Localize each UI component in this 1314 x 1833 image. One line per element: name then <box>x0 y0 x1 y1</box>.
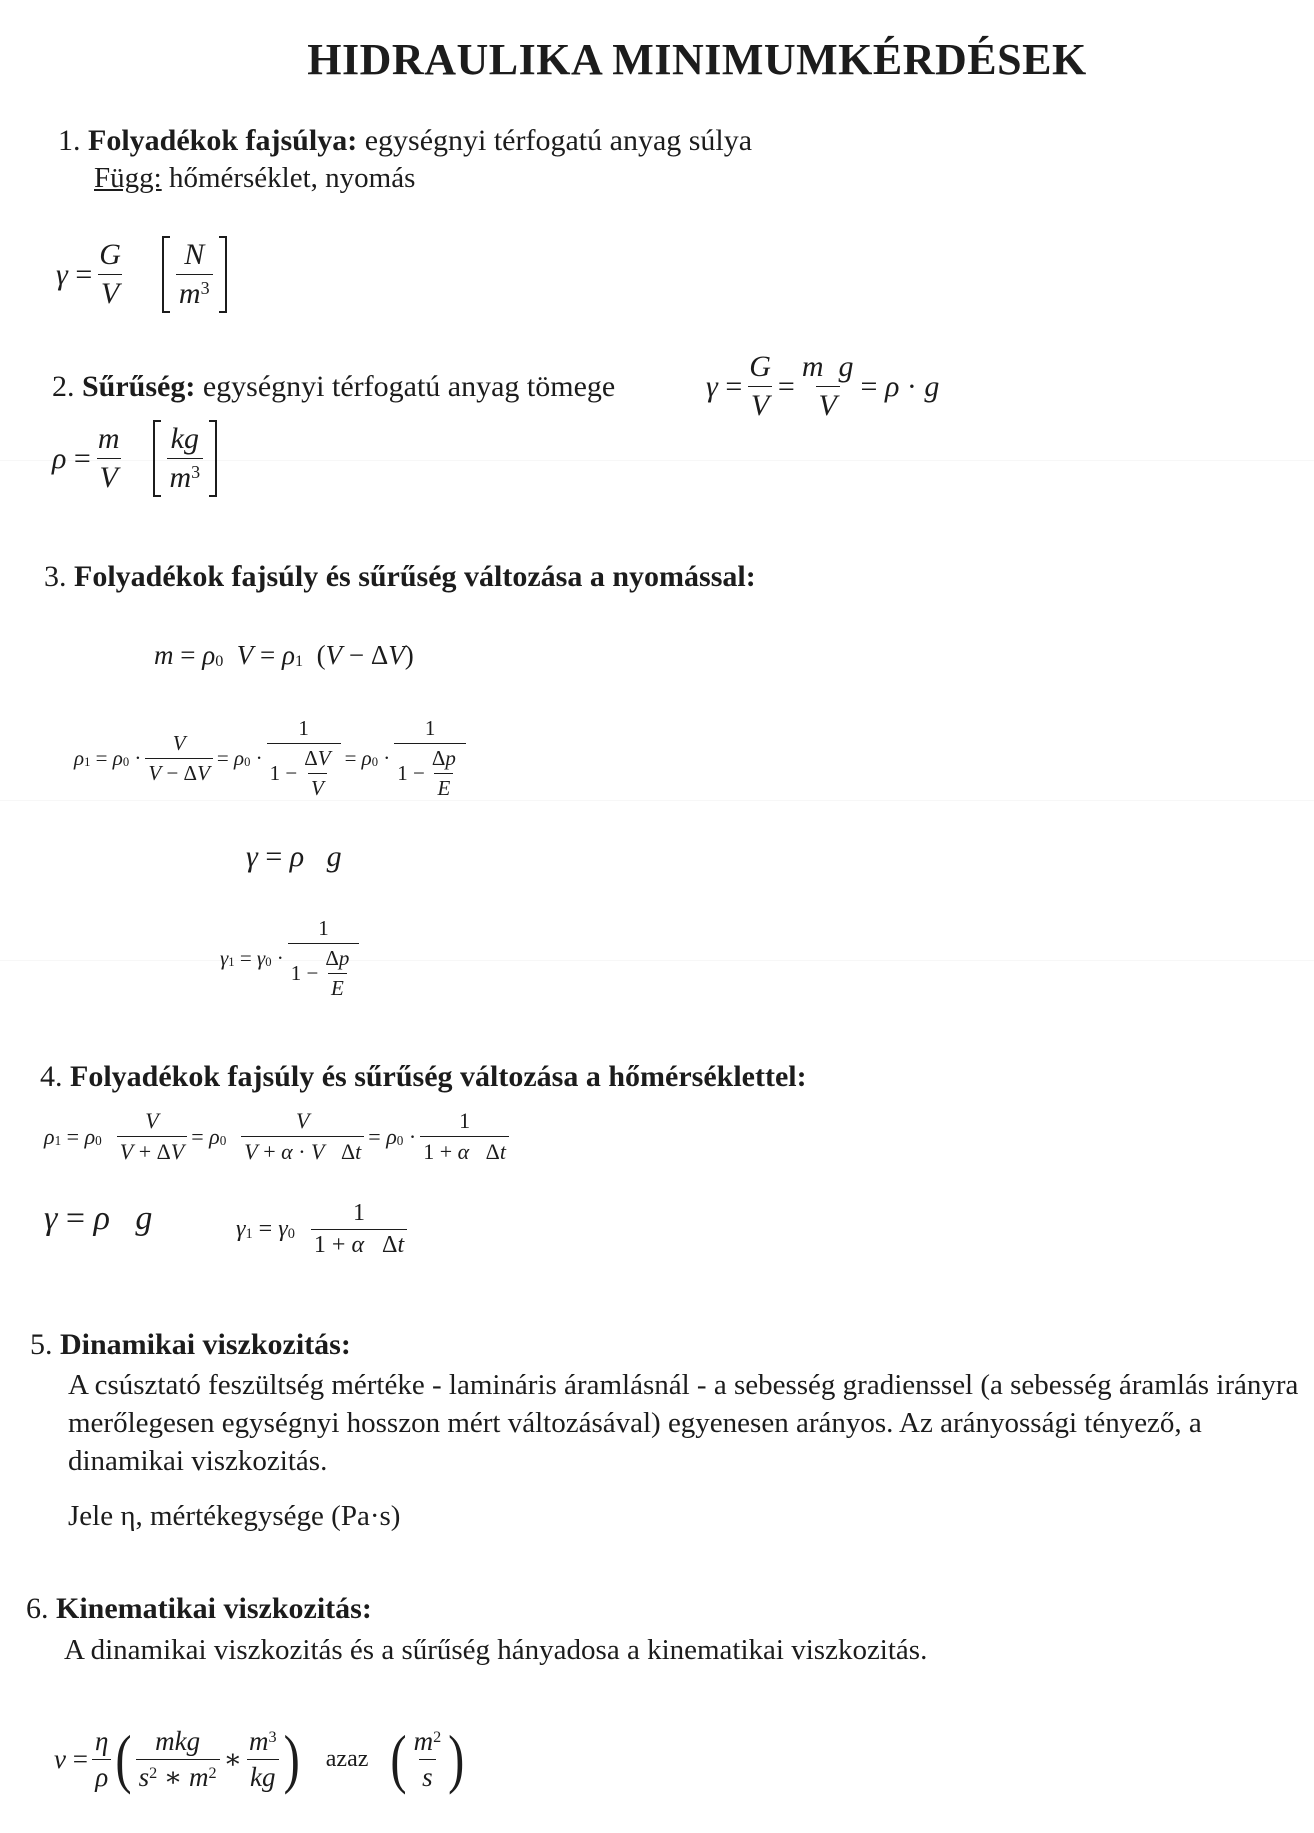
formula-gamma-temperature-1: γ = ρ g <box>44 1200 153 1237</box>
section-description: egységnyi térfogatú anyag súlya <box>364 124 753 157</box>
section-title: Folyadékok fajsúly és sűrűség változása a hőmérséklettel: <box>70 1060 807 1093</box>
formula-kinematic-viscosity: ν = $\frac{\eta}{\rho}$ ( $\frac{\text{mkg}}{s^2 ∗ m^2}$ ∗ $\frac{m^3}{kg}$ ) azaz ( $\frac{m^2}{s}$ ) <box>54 1722 465 1796</box>
section-number: 4. <box>40 1060 63 1093</box>
section-2-heading <box>52 370 615 404</box>
section-description: egységnyi térfogatú anyag tömege <box>202 370 616 403</box>
formula-mass-conservation: m = ρ 0 V = ρ 1 ( V − Δ V ) <box>154 640 414 670</box>
viscosity-symbol-line: Jele η, mértékegysége (Pa·s) <box>68 1500 401 1532</box>
section-5-heading <box>30 1328 351 1362</box>
dependency-label: Függ: <box>94 162 162 194</box>
formula-gamma-pressure: γ 1 = γ 0 · 1 1 − $\frac{\Delta p}{E}$ <box>220 916 363 1001</box>
section-number: 6. <box>26 1592 49 1625</box>
formula-gamma-temperature-2: γ 1 = γ 0 $\frac{1}{\text{1 + α Δt}}$ <box>236 1200 411 1259</box>
section-number: 2. <box>52 370 75 403</box>
azaz-word: azaz <box>325 1746 369 1772</box>
dependency-text: hőmérséklet, nyomás <box>168 162 416 194</box>
section-title: Folyadékok fajsúlya: <box>88 124 358 157</box>
section-4-heading <box>40 1060 807 1094</box>
section-6-heading <box>26 1592 372 1626</box>
page-title: HIDRAULIKA MINIMUMKÉRDÉSEK <box>307 35 1087 84</box>
section-number: 1. <box>58 124 81 157</box>
formula-density-temperature: ρ 1 = ρ 0 $\frac{V}{V + \Delta V}$ = ρ 0 $\frac{V}{\text{V + α · V Δt}}$ = ρ 0 · $\frac{1}{\text{1 + α Δt}}$ <box>44 1108 513 1165</box>
section-title: Folyadékok fajsúly és sűrűség változása a nyomással: <box>74 560 756 593</box>
formula-gamma-rho-g: γ = $\frac{G}{V}$ = $\frac{\text{m g}}{V}$ = ρ · g <box>706 350 940 422</box>
formula-density: ρ = $\frac{m}{V}$ $\frac{kg}{m^3}$ <box>52 420 217 497</box>
formula-specific-weight: γ = $\frac{G}{V}$ $\frac{N}{m^3}$ <box>56 236 227 313</box>
section-5-paragraph: A csúsztató feszültség mértéke - lamináris áramlásnál - a sebesség gradienssel (a sebesség áramlás irányra merőlegesen egységnyi hosszon mért változásával) egyenesen arányos. Az arányossági tényező, a dinamikai viszkozitás. <box>68 1369 1299 1477</box>
formula-density-pressure: ρ 1 = ρ 0 · $\frac{V}{V - \Delta V}$ = ρ 0 · 1 1 − $\frac{\Delta V}{V}$ = ρ 0 · 1 1 − $\frac{\Delta p}{E}$ <box>74 716 470 801</box>
section-1-heading <box>58 124 752 158</box>
formula-gamma-equals-rho-g: γ = ρ g <box>246 840 342 873</box>
dependency-line <box>94 162 415 195</box>
section-3-heading <box>44 560 756 594</box>
section-title: Sűrűség: <box>82 370 196 403</box>
section-title: Dinamikai viszkozitás: <box>60 1328 351 1361</box>
section-number: 5. <box>30 1328 53 1361</box>
section-number: 3. <box>44 560 67 593</box>
section-6-paragraph: A dinamikai viszkozitás és a sűrűség hányadosa a kinematikai viszkozitás. <box>64 1634 928 1666</box>
section-title: Kinematikai viszkozitás: <box>56 1592 372 1625</box>
scan-artifact <box>0 960 1314 961</box>
